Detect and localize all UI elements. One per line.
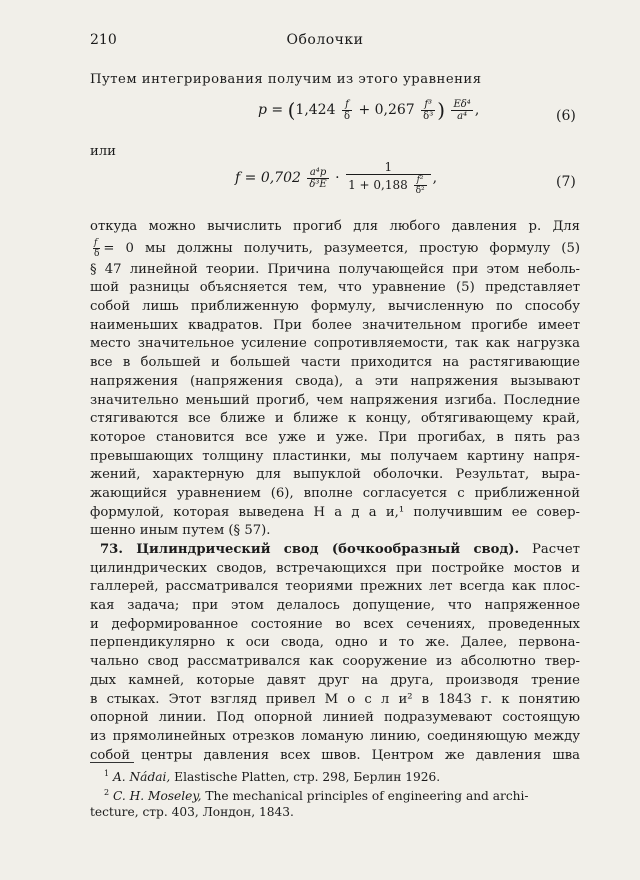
body-line: наименьших квадратов. При более значительном прогибе имеет	[90, 317, 580, 333]
eq6-frac3: $\frac{\text{Eδ⁴}}{\text{a⁴}}$	[453, 98, 471, 122]
eq7-tail: ,	[432, 170, 438, 186]
eq7-inner-frac: $\frac{\text{f²}}{\text{δ²}}$	[415, 175, 425, 196]
eq7-dot: ·	[335, 170, 340, 186]
body-line: собой лишь приближенную формулу, вычисленную по способу	[90, 299, 580, 315]
eq6-tail: ,	[474, 102, 480, 118]
intro-line: Путем интегрирования получим из этого уравнения	[90, 72, 482, 87]
equation-6-number: (6)	[556, 108, 576, 124]
section-line: опорной линии. Под опорной линией подразумевают состоящую	[90, 710, 580, 726]
equation-6	[258, 98, 479, 122]
equation-7-number: (7)	[556, 174, 576, 190]
section-line: собой центры давления всех швов. Центром же давления шва	[90, 747, 580, 763]
body-text	[90, 218, 580, 765]
section-73-first-line: 73. Цилиндрический свод (бочкообразный свод). Расчет	[100, 542, 580, 557]
body-line: напряжения (напряжения свода), а эти напряжения вызывают	[90, 373, 580, 389]
text-ili: или	[90, 144, 116, 159]
eq6-coef1: 1,424	[295, 102, 336, 118]
body-line: место значительное усиление сопротивляемости, так как нагрузка	[90, 336, 580, 352]
body-line: шенно иным путем (§ 57).	[90, 523, 271, 539]
body-line: шой разницы объясняется тем, что уравнение (5) представляет	[90, 280, 580, 296]
section-line: и деформированное состояние во всех сечениях, проведенных	[90, 616, 580, 632]
section-line: кая задача; при этом делалось допущение, что напряженное	[90, 598, 580, 614]
eq6-close-paren: )	[437, 98, 446, 122]
running-head: Оболочки	[286, 32, 364, 48]
eq6-frac2: $\frac{\text{f³}}{\text{δ³}}$	[423, 98, 434, 122]
eq7-outer-frac: 1 1 + 0,188 $\frac{\text{f²}}{\text{δ²}}$	[346, 160, 431, 196]
section-line: чально свод рассматривался как сооружение из абсолютно твер-	[90, 654, 580, 670]
section-line: перпендикулярно к оси свода, одно и то же. Далее, первона-	[90, 635, 580, 651]
fraction-f-over-delta: $\frac{f}{\delta}$	[94, 237, 100, 259]
body-line: стягиваются все ближе и ближе к концу, обтягивающему край,	[90, 411, 580, 427]
eq6-frac1: $\frac{f}{\delta}$	[343, 98, 350, 122]
footnote-2-continuation: tecture, стр. 403, Лондон, 1843.	[90, 805, 294, 820]
eq6-open-paren: (	[287, 98, 296, 122]
page-number: 210	[90, 32, 117, 48]
body-line: откуда можно вычислить прогиб для любого давления p. Для	[90, 219, 580, 234]
section-line: в стыках. Этот взгляд привел М о с л и² в 1843 г. к понятию	[90, 691, 580, 707]
footnote-2: $^2$ C. H. Moseley, The mechanical principles of engineering and archi-	[104, 788, 529, 804]
body-line: которое становится все уже и уже. При прогибах, в пять раз	[90, 429, 580, 445]
body-line: все в большей и большей части приходится на растягивающие	[90, 355, 580, 371]
body-line: превышающих толщину пластинки, мы получаем картину напря-	[90, 448, 580, 464]
body-line: формулой, которая выведена Н а д а и,¹ получившим ее совер-	[90, 504, 580, 520]
body-line: значительно меньший прогиб, чем напряжения изгиба. Последние	[90, 392, 580, 408]
body-line: жений, характерную для выпуклой оболочки. Результат, выра-	[90, 467, 580, 483]
eq6-lhs: p =	[258, 102, 284, 118]
section-line: из прямолинейных отрезков ломаную линию, соединяющую между	[90, 728, 580, 744]
footnotes	[90, 766, 580, 820]
page-header	[90, 32, 560, 50]
section-heading: 73. Цилиндрический свод (бочкообразный свод).	[100, 542, 520, 557]
body-line: § 47 линейной теории. Причина получающейся при этом неболь-	[90, 261, 580, 277]
body-line-with-fraction: $\frac{f}{\delta}$ = 0 мы должны получить, разумеется, простую формулу (5)	[94, 237, 580, 259]
section-line: цилиндрических сводов, встречающихся при постройке мостов и	[90, 560, 580, 576]
eq7-lhs: f = 0,702	[235, 170, 301, 186]
equation-7	[235, 160, 437, 196]
footnote-divider	[90, 762, 134, 763]
section-line: дых камней, которые давят друг на друга, производя трение	[90, 672, 580, 688]
body-line: жающийся уравнением (6), вполне согласуется с приближенной	[90, 485, 580, 501]
eq6-plus-term: + 0,267	[358, 102, 415, 118]
section-line: галлерей, рассматривался теориями прежних лет всегда как плос-	[90, 579, 580, 595]
eq7-frac1: $\frac{\text{a⁴p}}{\text{δ³E}}$	[309, 166, 327, 190]
footnote-1: $^1$ A. Nádai, Elastische Platten, стр. 298, Берлин 1926.	[104, 769, 441, 785]
